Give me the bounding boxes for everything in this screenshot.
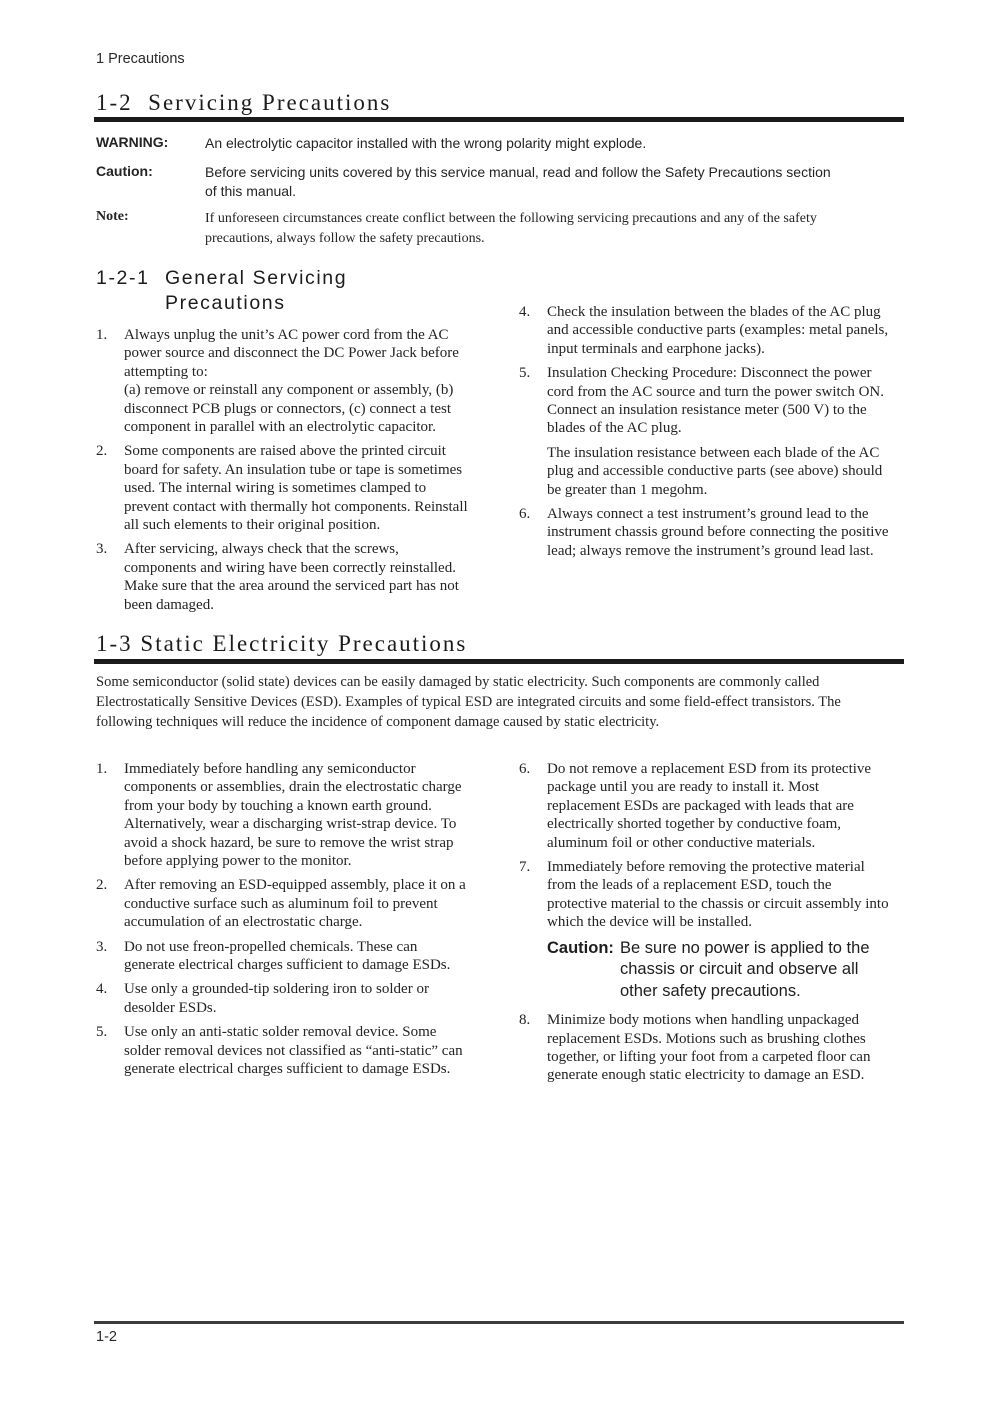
esd-caution-label: Caution: [547, 938, 614, 957]
list-item [96, 1023, 506, 1078]
note-notice [96, 209, 896, 249]
subsection-title: General Servicing Precautions [165, 267, 348, 314]
list-item [96, 876, 506, 931]
section-1-3-intro: Some semiconductor (solid state) devices can be easily damaged by static electricity. Such components are commonly called Electrostatically Sensitive Devices (ESD). Examples of typical ESD are integrated circuits and some field-effect transistors. The following techniques will reduce the incidence of component damage caused by static electricity. [96, 674, 841, 730]
page-number: 1-2 [96, 1329, 117, 1345]
item-text: Immediately before removing the protective material from the leads of a replacement ESD, touch the protective material to the chassis or circuit assembly into which the device will be installed. [547, 859, 889, 931]
item-text: Some components are raised above the printed circuit board for safety. An insulation tube or tape is sometimes used. The internal wiring is sometimes clamped to prevent contact with thermally hot components. Reinstall all such elements to their original position. [124, 443, 468, 534]
section-1-2-rule [94, 117, 904, 122]
item-number: 5. [519, 365, 531, 382]
item-continuation: The insulation resistance between each blade of the AC plug and accessible conductive parts (see above) should be greater than 1 megohm. [547, 444, 883, 498]
item-text: Do not use freon-propelled chemicals. These can generate electrical charges sufficient to damage ESDs. [124, 938, 451, 974]
list-item [519, 505, 929, 560]
item-number: 4. [96, 981, 108, 998]
list-item [519, 858, 929, 932]
note-label: Note: [96, 209, 129, 224]
warning-label: WARNING: [96, 134, 169, 150]
item-text: Use only a grounded-tip soldering iron to solder or desolder ESDs. [124, 981, 429, 1016]
list-item [96, 326, 506, 436]
subsection-number: 1-2-1 [96, 267, 150, 289]
item-number: 7. [519, 859, 531, 876]
item-text: After removing an ESD-equipped assembly, place it on a conductive surface such as aluminum foil to prevent accumulation of an electrostatic charge. [124, 877, 466, 931]
item-number: 3. [96, 541, 108, 558]
item-number: 2. [96, 443, 108, 460]
list-item [96, 442, 506, 534]
item-number: 6. [519, 761, 531, 777]
item-text: Use only an anti-static solder removal device. Some solder removal devices not classified as “anti-static” can generate electrical charges sufficient to damage ESDs. [124, 1024, 463, 1078]
esd-list-left-column [96, 760, 506, 1085]
list-item [519, 1011, 929, 1085]
caution-text: Before servicing units covered by this service manual, read and follow the Safety Precautions section of this manual. [205, 164, 831, 199]
subsection-1-2-1-heading [96, 266, 347, 316]
warning-text: An electrolytic capacitor installed with the wrong polarity might explode. [205, 135, 647, 151]
item-number: 1. [96, 327, 108, 343]
item-text: Minimize body motions when handling unpackaged replacement ESDs. Motions such as brushing clothes together, or lifting your foot from a carpeted floor can generate enough static electricity to damage an ESD. [547, 1012, 871, 1084]
esd-list-right-column [519, 760, 929, 1091]
item-number: 2. [96, 877, 108, 894]
item-number: 5. [96, 1024, 108, 1041]
warning-notice [96, 134, 896, 153]
item-text: Insulation Checking Procedure: Disconnect the power cord from the AC source and turn the power switch ON. Connect an insulation resistance meter (500 V) to the blades of the AC plug. [547, 365, 885, 437]
list-item [96, 540, 506, 614]
item-number: 3. [96, 938, 108, 955]
esd-caution-block [547, 938, 929, 1003]
list-item [519, 760, 929, 852]
note-text: If unforeseen circumstances create conflict between the following servicing precautions and any of the safety precautions, always follow the safety precautions. [205, 211, 817, 246]
section-1-3-title: 1-3 Static Electricity Precautions [96, 631, 468, 656]
running-header: 1 Precautions [96, 51, 185, 67]
item-text: After servicing, always check that the screws, components and wiring have been correctly reinstalled. Make sure that the area around the serviced part has not been damaged. [124, 541, 459, 613]
item-text: Immediately before handling any semiconductor components or assemblies, drain the electrostatic charge from your body by touching a known earth ground. Alternatively, wear a discharging wrist-strap device. To avoid a shock hazard, be sure to remove the wrist strap before applying power to the monitor. [124, 761, 462, 870]
item-number: 1. [96, 761, 108, 777]
servicing-list-right-column [519, 303, 929, 566]
item-text: Check the insulation between the blades of the AC plug and accessible conductive parts (examples: metal panels, input terminals and earphone jacks). [547, 304, 889, 357]
list-item [519, 364, 929, 438]
section-1-2-title: 1-2 Servicing Precautions [96, 90, 392, 115]
list-item [96, 760, 506, 870]
item-text: Do not remove a replacement ESD from its protective package until you are ready to install it. Most replacement ESDs are packaged with leads that are electrically shorted together by conductive foam, aluminum foil or other conductive materials. [547, 761, 872, 851]
item-text: Always connect a test instrument’s ground lead to the instrument chassis ground before connecting the positive lead; always remove the instrument’s ground lead last. [547, 506, 889, 559]
caution-label: Caution: [96, 163, 153, 179]
section-1-3-rule [94, 659, 904, 664]
list-item [96, 938, 506, 975]
item-number: 8. [519, 1012, 531, 1029]
item-number: 6. [519, 506, 531, 523]
list-item [519, 303, 929, 358]
caution-notice [96, 163, 896, 201]
servicing-list-left-column [96, 326, 506, 620]
list-item [96, 980, 506, 1017]
esd-caution-text: Be sure no power is applied to the chassis or circuit and observe all other safety precautions. [620, 938, 870, 1000]
item-number: 4. [519, 304, 531, 320]
footer-rule [94, 1321, 904, 1324]
item-text: Always unplug the unit’s AC power cord from the AC power source and disconnect the DC Power Jack before attempting to: (a) remove or reinstall any component or assembly, (b) disconnect PCB plugs or connectors, (c) connect a test component in parallel with an electrolytic capacitor. [124, 327, 459, 436]
